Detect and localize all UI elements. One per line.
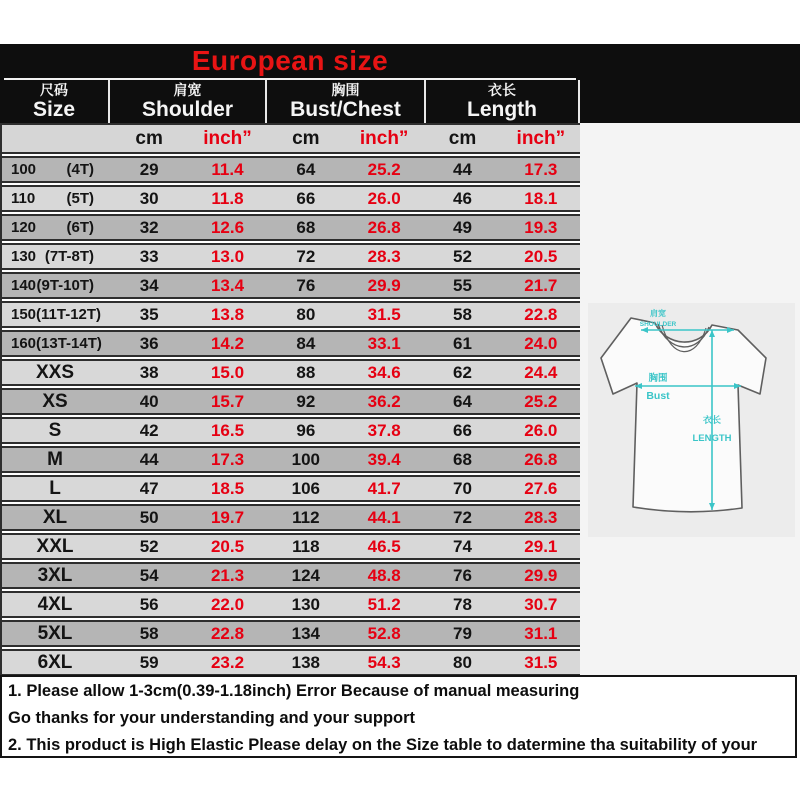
inch-value-cell: 22.8	[524, 305, 558, 324]
cm-value-cell: 79	[453, 624, 472, 643]
cm-value-cell: 64	[296, 160, 316, 179]
inch-value-cell: 15.0	[210, 363, 245, 382]
cm-value-cell: 68	[296, 218, 316, 237]
size-cell: XS	[42, 391, 68, 412]
cm-value-cell: 80	[453, 653, 472, 672]
column-header-length-en: Length	[467, 98, 537, 121]
table-row	[0, 185, 580, 212]
inch-value-cell: 25.2	[524, 392, 558, 411]
table-row	[0, 446, 580, 473]
cm-value-cell: 38	[139, 363, 159, 382]
inch-value-cell: 41.7	[367, 479, 401, 498]
inch-value-cell: 52.8	[367, 624, 401, 643]
note-line-1: 1. Please allow 1-3cm(0.39-1.18inch) Error Because of manual measuring	[8, 682, 580, 700]
cm-value-cell: 76	[296, 276, 316, 295]
inch-value-cell: 17.3	[524, 160, 558, 179]
inch-value-cell: 13.8	[210, 305, 245, 324]
inch-value-cell: 21.7	[524, 276, 558, 295]
shoulder-label-en: SHOULDER	[639, 321, 677, 328]
cm-value-cell: 55	[453, 276, 472, 295]
inch-value-cell: 31.5	[524, 653, 558, 672]
cm-value-cell: 100	[291, 450, 321, 469]
column-header-size-en: Size	[32, 98, 76, 121]
note-line-3: 2. This product is High Elastic Please delay on the Size table to datermine tha suitability of your	[8, 736, 758, 754]
cm-value-cell: 68	[453, 450, 472, 469]
inch-value-cell: 19.3	[524, 218, 558, 237]
size-cell: 130 (7T-8T)	[11, 248, 94, 265]
cm-value-cell: 42	[139, 421, 159, 440]
inch-value-cell: 34.6	[367, 363, 401, 382]
size-cell: 3XL	[37, 565, 73, 586]
table-row	[0, 330, 580, 357]
inch-value-cell: 21.3	[210, 566, 245, 585]
table-row	[0, 156, 580, 183]
cm-value-cell: 61	[453, 334, 472, 353]
cm-value-cell: 80	[296, 305, 316, 324]
cm-value-cell: 112	[292, 508, 320, 527]
cm-value-cell: 59	[139, 653, 159, 672]
inch-value-cell: 22.0	[210, 595, 245, 614]
cm-value-cell: 88	[296, 363, 316, 382]
inch-value-cell: 26.0	[524, 421, 558, 440]
inch-value-cell: 48.8	[367, 566, 401, 585]
inch-value-cell: 30.7	[524, 595, 558, 614]
size-cell: 4XL	[37, 594, 73, 615]
cm-value-cell: 66	[453, 421, 472, 440]
tshirt-illustration	[588, 303, 795, 537]
cm-value-cell: 58	[453, 305, 472, 324]
table-row	[0, 562, 580, 589]
cm-value-cell: 49	[453, 218, 472, 237]
table-row	[0, 214, 580, 241]
bust-label-en: Bust	[646, 390, 670, 402]
grid-line	[0, 123, 2, 676]
column-header-bust	[267, 80, 426, 123]
units-row	[0, 123, 580, 154]
cm-value-cell: 29	[139, 160, 159, 179]
table-row	[0, 359, 580, 386]
inch-value-cell: 39.4	[367, 450, 401, 469]
column-header-length	[426, 80, 580, 123]
cm-value-cell: 52	[453, 247, 472, 266]
cm-value-cell: 66	[296, 189, 316, 208]
table-row	[0, 388, 580, 415]
units-inch-cell: inch”	[203, 128, 252, 149]
cm-value-cell: 46	[453, 189, 472, 208]
cm-value-cell: 30	[139, 189, 159, 208]
size-table	[0, 123, 580, 676]
inch-value-cell: 13.0	[210, 247, 245, 266]
inch-value-cell: 15.7	[210, 392, 245, 411]
size-cell: XXS	[35, 362, 75, 383]
cm-value-cell: 84	[296, 334, 316, 353]
size-cell: 160 (13T-14T)	[11, 335, 102, 352]
cm-value-cell: 54	[139, 566, 159, 585]
cm-value-cell: 96	[296, 421, 316, 440]
page-title: European size	[191, 45, 389, 76]
cm-value-cell: 56	[139, 595, 159, 614]
inch-value-cell: 11.8	[211, 189, 244, 208]
cm-value-cell: 33	[139, 247, 159, 266]
inch-value-cell: 24.4	[524, 363, 558, 382]
cm-value-cell: 58	[139, 624, 159, 643]
table-row	[0, 475, 580, 502]
cm-value-cell: 72	[296, 247, 316, 266]
inch-value-cell: 28.3	[367, 247, 401, 266]
cm-value-cell: 44	[453, 160, 472, 179]
table-row	[0, 272, 580, 299]
cm-value-cell: 32	[139, 218, 159, 237]
inch-value-cell: 37.8	[367, 421, 401, 440]
size-cell: XXL	[36, 536, 74, 557]
size-cell: 110 (5T)	[11, 190, 94, 207]
inch-value-cell: 31.5	[367, 305, 401, 324]
inch-value-cell: 13.4	[210, 276, 245, 295]
column-header-shoulder	[110, 80, 267, 123]
cm-value-cell: 74	[453, 537, 472, 556]
units-cm-cell: cm	[135, 128, 163, 149]
size-cell: XL	[42, 507, 68, 528]
size-cell: 6XL	[37, 652, 73, 673]
size-cell: 120 (6T)	[11, 219, 94, 236]
inch-value-cell: 33.1	[367, 334, 401, 353]
cm-value-cell: 52	[139, 537, 159, 556]
inch-value-cell: 27.6	[524, 479, 558, 498]
cm-value-cell: 130	[291, 595, 321, 614]
cm-value-cell: 44	[139, 450, 159, 469]
cm-value-cell: 50	[139, 508, 159, 527]
units-cm-cell: cm	[292, 128, 320, 149]
column-group-headers	[0, 80, 580, 123]
cm-value-cell: 70	[453, 479, 472, 498]
cm-value-cell: 34	[139, 276, 159, 295]
cm-value-cell: 92	[296, 392, 316, 411]
inch-value-cell: 12.6	[210, 218, 245, 237]
table-row	[0, 301, 580, 328]
inch-value-cell: 20.5	[210, 537, 245, 556]
inch-value-cell: 22.8	[210, 624, 245, 643]
size-cell: M	[47, 449, 63, 470]
inch-value-cell: 19.7	[210, 508, 245, 527]
cm-value-cell: 47	[139, 479, 159, 498]
table-row	[0, 533, 580, 560]
cm-value-cell: 64	[453, 392, 472, 411]
inch-value-cell: 54.3	[367, 653, 401, 672]
size-cell: L	[49, 478, 61, 499]
column-header-size-zh: 尺码	[40, 82, 68, 98]
diagram-panel	[580, 123, 800, 675]
inch-value-cell: 18.1	[524, 189, 558, 208]
column-header-shoulder-zh: 肩宽	[173, 82, 202, 98]
size-cell: 150 (11T-12T)	[11, 306, 102, 323]
table-row	[0, 417, 580, 444]
inch-value-cell: 29.1	[524, 537, 558, 556]
table-row	[0, 591, 580, 618]
cm-value-cell: 35	[139, 305, 159, 324]
cm-value-cell: 118	[292, 537, 320, 556]
inch-value-cell: 26.8	[524, 450, 558, 469]
length-label-zh: 衣长	[702, 415, 722, 425]
inch-value-cell: 29.9	[524, 566, 558, 585]
cm-value-cell: 36	[139, 334, 159, 353]
table-row	[0, 620, 580, 647]
cm-value-cell: 78	[453, 595, 472, 614]
table-rows	[0, 156, 580, 676]
inch-value-cell: 24.0	[524, 334, 558, 353]
cm-value-cell: 138	[291, 653, 321, 672]
tshirt-diagram	[588, 303, 795, 537]
inch-value-cell: 26.0	[367, 189, 401, 208]
cm-value-cell: 124	[291, 566, 321, 585]
table-row	[0, 504, 580, 531]
column-header-shoulder-en: Shoulder	[141, 98, 233, 121]
table-row	[0, 243, 580, 270]
inch-value-cell: 17.3	[210, 450, 245, 469]
cm-value-cell: 76	[453, 566, 472, 585]
inch-value-cell: 14.2	[210, 334, 245, 353]
table-header-band	[0, 44, 800, 123]
inch-value-cell: 26.8	[367, 218, 401, 237]
inch-value-cell: 44.1	[367, 508, 401, 527]
size-cell: S	[48, 420, 62, 441]
inch-value-cell: 36.2	[367, 392, 401, 411]
bust-label-zh: 胸围	[648, 373, 668, 384]
column-header-bust-en: Bust/Chest	[290, 98, 401, 121]
footnotes	[0, 675, 797, 758]
cm-value-cell: 134	[291, 624, 321, 643]
cm-value-cell: 72	[453, 508, 472, 527]
size-cell: 140 (9T-10T)	[11, 277, 94, 294]
units-inch-cell: inch”	[359, 128, 409, 149]
inch-value-cell: 29.9	[367, 276, 401, 295]
column-header-size	[0, 80, 110, 123]
inch-value-cell: 31.1	[524, 624, 558, 643]
inch-value-cell: 18.5	[210, 479, 245, 498]
inch-value-cell: 28.3	[524, 508, 558, 527]
inch-value-cell: 16.5	[210, 421, 245, 440]
cm-value-cell: 106	[291, 479, 321, 498]
cm-value-cell: 40	[139, 392, 159, 411]
size-cell: 5XL	[37, 623, 73, 644]
size-cell: 100 (4T)	[11, 161, 94, 178]
units-cm-cell: cm	[448, 128, 477, 149]
note-line-2: Go thanks for your understanding and your support	[8, 709, 416, 727]
shoulder-label-zh: 肩宽	[650, 309, 666, 318]
table-row	[0, 649, 580, 676]
length-label-en: LENGTH	[692, 433, 732, 444]
column-header-bust-zh: 胸围	[331, 82, 360, 98]
inch-value-cell: 20.5	[524, 247, 558, 266]
inch-value-cell: 46.5	[367, 537, 401, 556]
cm-value-cell: 62	[453, 363, 472, 382]
inch-value-cell: 11.4	[211, 160, 244, 179]
inch-value-cell: 51.2	[367, 595, 401, 614]
inch-value-cell: 25.2	[367, 160, 401, 179]
column-header-length-zh: 衣长	[488, 82, 516, 98]
inch-value-cell: 23.2	[210, 653, 245, 672]
units-inch-cell: inch”	[516, 128, 566, 149]
